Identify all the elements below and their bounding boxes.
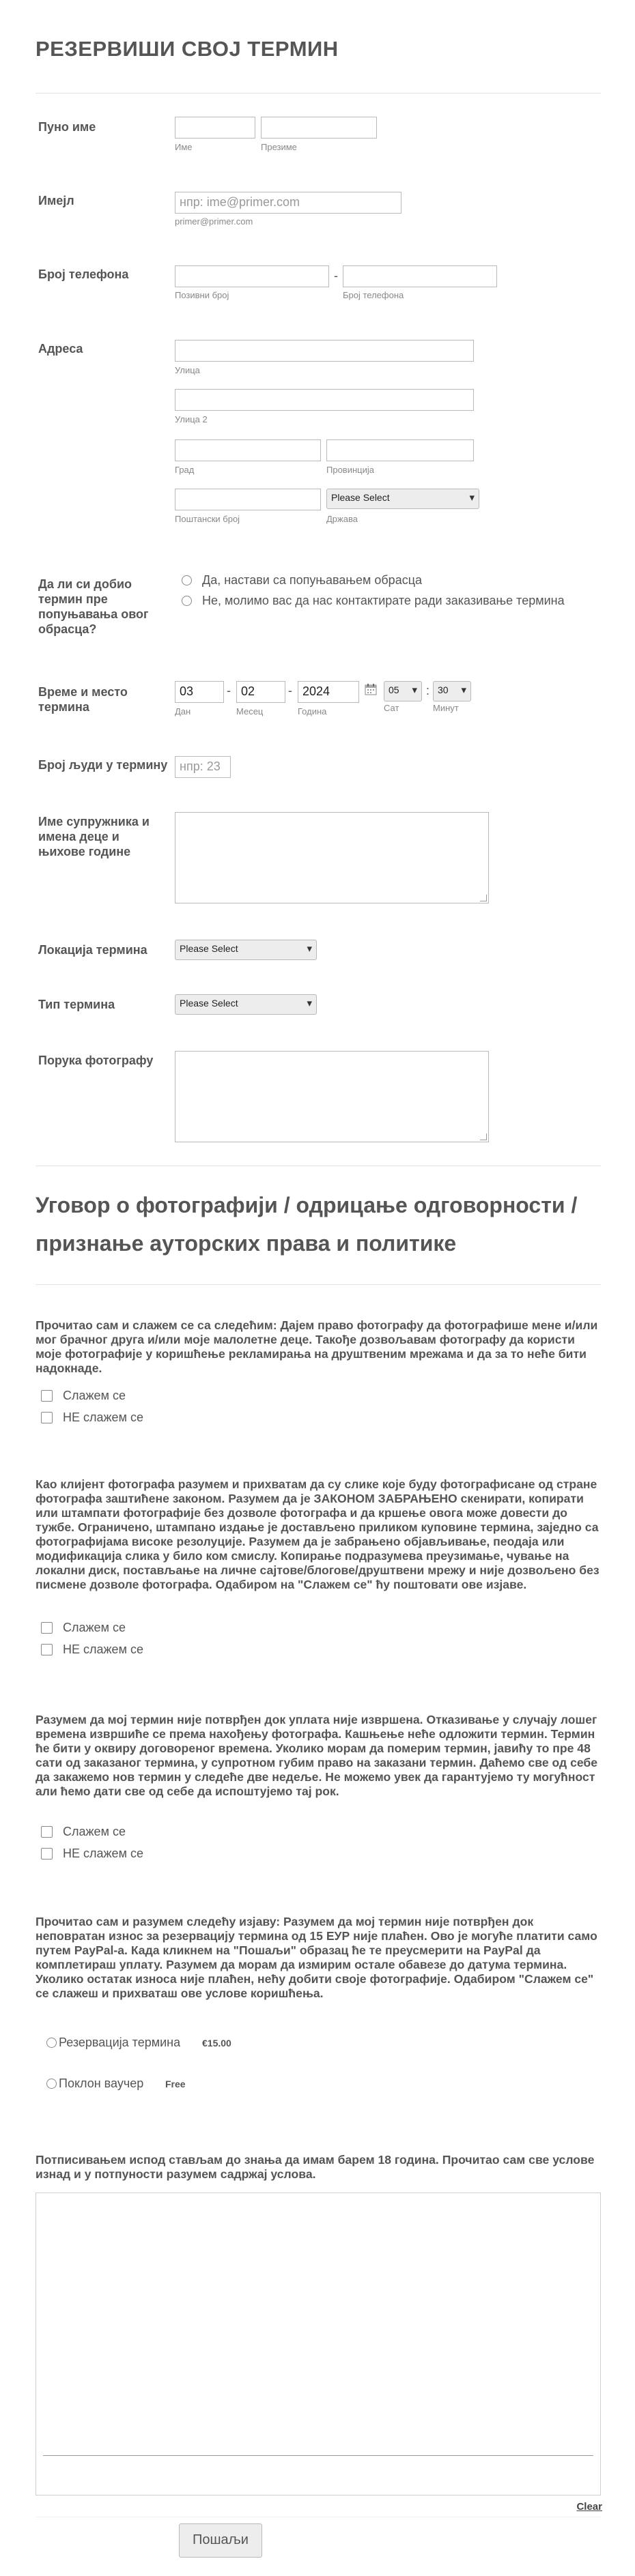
booked-no-label: Не, молимо вас да нас контактирате ради заказивање термина — [202, 594, 565, 607]
voucher-option-price: Free — [165, 2079, 186, 2089]
people-count-label: Број људи у термину — [38, 758, 168, 772]
agree-checkbox[interactable] — [41, 1622, 53, 1634]
agreement-text: Разумем да мој термин није потврђен док уплата није извршена. Отказивање у случају лошег времена извршиће се према нахођењу фотографа. Кашњење неће одложити термин. Термин ће бити у оквиру договореног времена. Уколико морам да померим термин, јавићу то пре 48 сати од заказаног термина, у супротном губим право на заказани термин. Даћемо све од себе да закажемо нов термин у следеће две недеље. Не можемо увек да гарантујемо ту могућност али ћемо дати све од себе да испоштујемо тај рок. — [36, 1713, 598, 1798]
province-input[interactable] — [326, 439, 474, 461]
agree-label: Слажем се — [63, 1825, 126, 1838]
voucher-option-label: Поклон ваучер — [59, 2076, 144, 2090]
section-heading: Уговор о фотографији / одрицање одговорности / признање ауторских права и политике — [36, 1193, 578, 1256]
booked-yes-radio[interactable] — [182, 575, 192, 585]
agree-checkbox[interactable] — [41, 1390, 53, 1402]
first-name-sublabel: Име — [175, 142, 193, 152]
agree-label: Слажем се — [63, 1621, 126, 1634]
payment-option-radio[interactable] — [46, 2038, 57, 2048]
province-sublabel: Провинција — [326, 465, 374, 475]
signature-line — [43, 2455, 593, 2456]
type-label: Тип термина — [38, 998, 115, 1011]
datetime-label: Време и место термина — [38, 685, 128, 714]
first-name-input[interactable] — [175, 117, 255, 139]
message-textarea[interactable] — [175, 1051, 489, 1142]
agreement-text: Као клијент фотографа разумем и прихватам да су слике које буду фотографисане од стране фотографа заштићене законом. Разумем да је ЗАКОНОМ ЗАБРАЊЕНО скенирати, копирати или штампати фотографије без дозволе фотографа и да кршење овога може довести до тужбе. Ограничено, штампано издање је достављено приликом куповине термина, заједно са фотографијама високе резолуције. Разумем да је забрањено објављивање, пеодаја или модификација слика у било ком смислу. Копирање подразумева преузимање, чување на локални диск, постављање на личне сајтове/блогове/друштвени мрежу и није дозвољено без писмене дозволе фотографа. Одабиром на "Слажем се" ћу поштовати ове изјаве. — [36, 1477, 599, 1591]
type-select[interactable]: Please Select ▾ — [175, 994, 317, 1015]
email-field[interactable]: нпр: ime@primer.com — [175, 192, 401, 214]
voucher-option-radio[interactable] — [46, 2079, 57, 2089]
street2-input[interactable] — [175, 389, 474, 411]
month-input[interactable]: 02 — [236, 681, 285, 703]
country-select[interactable]: Please Select ▾ — [326, 489, 479, 509]
day-sublabel: Дан — [175, 706, 191, 717]
location-select[interactable]: Please Select ▾ — [175, 940, 317, 960]
divider — [36, 1284, 601, 1285]
email-sublabel: primer@primer.com — [175, 216, 253, 227]
phone-label: Број телефона — [38, 267, 129, 281]
address-label: Адреса — [38, 342, 83, 356]
disagree-label: НЕ слажем се — [63, 1410, 143, 1424]
minute-sublabel: Минут — [433, 703, 459, 713]
disagree-label: НЕ слажем се — [63, 1642, 143, 1656]
day-input[interactable]: 03 — [175, 681, 224, 703]
time-colon: : — [426, 684, 430, 697]
submit-button[interactable]: Пошаљи — [179, 2523, 262, 2558]
disagree-checkbox[interactable] — [41, 1412, 53, 1423]
agree-label: Слажем се — [63, 1389, 126, 1402]
booked-no-radio[interactable] — [182, 596, 192, 606]
agreement-text: Прочитао сам и слажем се са следећим: Дајем право фотографу да фотографише мене и/или мог брачног друга и/или моје малолетне деце. Такође дозвољавам фотографу да користи моје фотографије у коришћење рекламирања на друштвеним мрежама и да за то неће бити надокнаде. — [36, 1318, 598, 1375]
minute-select[interactable]: 30 ▾ — [433, 681, 471, 701]
full-name-label: Пуно име — [38, 120, 96, 134]
postal-code-input[interactable] — [175, 489, 321, 510]
year-input[interactable]: 2024 — [298, 681, 359, 703]
message-label: Порука фотографу — [38, 1054, 154, 1067]
month-sublabel: Месец — [236, 706, 264, 717]
city-input[interactable] — [175, 439, 321, 461]
payment-text: Прочитао сам и разумем следећу изјаву: Разумем да мој термин није потврђен док неповратан износ за резервацију термина од 15 ЕУР није плаћен. Ово је могуће платити само путем PayPal-а. Када кликнем на "Пошаљи" образац ће те преусмерити на PayPal да комплетираш уплату. Разумем да морам да измирим остале обавезе до датума термина. Уколико остатак износа није плаћен, нећу добити своје фотографије. Одабиром "Слажем се" се слажеш и прихваташ ове услове коришћења. — [36, 1915, 597, 2000]
family-names-label: Име супружника и имена деце и њихове године — [38, 815, 150, 858]
street-sublabel: Улица — [175, 365, 200, 375]
family-names-textarea[interactable] — [175, 812, 489, 903]
payment-option-label: Резервација термина — [59, 2036, 181, 2049]
street-input[interactable] — [175, 340, 474, 362]
date-dash-1: - — [227, 684, 231, 697]
postal-code-sublabel: Поштански број — [175, 514, 240, 524]
last-name-sublabel: Презиме — [261, 142, 297, 152]
payment-option-price: €15.00 — [202, 2038, 231, 2049]
booked-question-label: Да ли си добио термин пре попуњавања овог обрасца? — [38, 577, 149, 636]
signature-pad[interactable] — [36, 2193, 601, 2495]
location-label: Локација термина — [38, 943, 147, 957]
people-count-input[interactable]: нпр: 23 — [175, 756, 231, 778]
clear-signature-link[interactable]: Clear — [576, 2501, 602, 2513]
page-title: РЕЗЕРВИШИ СВОЈ ТЕРМИН — [36, 37, 339, 61]
hour-select[interactable]: 05 ▾ — [384, 681, 422, 701]
country-sublabel: Држава — [326, 514, 358, 524]
signature-text: Потписивањем испод стављам до знања да имам барем 18 година. Прочитао сам све услове изнад и у потпуности разумем садржај услова. — [36, 2153, 595, 2181]
phone-number-input[interactable] — [343, 265, 497, 287]
booked-yes-label: Да, настави са попуњавањем обрасца — [202, 573, 423, 587]
phone-dash: - — [334, 269, 338, 283]
hour-sublabel: Сат — [384, 703, 399, 713]
area-code-input[interactable] — [175, 265, 329, 287]
calendar-icon[interactable] — [364, 682, 378, 699]
city-sublabel: Град — [175, 465, 195, 475]
disagree-label: НЕ слажем се — [63, 1847, 143, 1860]
disagree-checkbox[interactable] — [41, 1644, 53, 1655]
email-label: Имејл — [38, 194, 74, 207]
disagree-checkbox[interactable] — [41, 1848, 53, 1859]
agree-checkbox[interactable] — [41, 1826, 53, 1838]
date-dash-2: - — [288, 684, 292, 697]
last-name-input[interactable] — [261, 117, 377, 139]
phone-number-sublabel: Број телефона — [343, 290, 404, 300]
area-code-sublabel: Позивни број — [175, 290, 229, 300]
street2-sublabel: Улица 2 — [175, 414, 208, 424]
year-sublabel: Година — [298, 706, 327, 717]
